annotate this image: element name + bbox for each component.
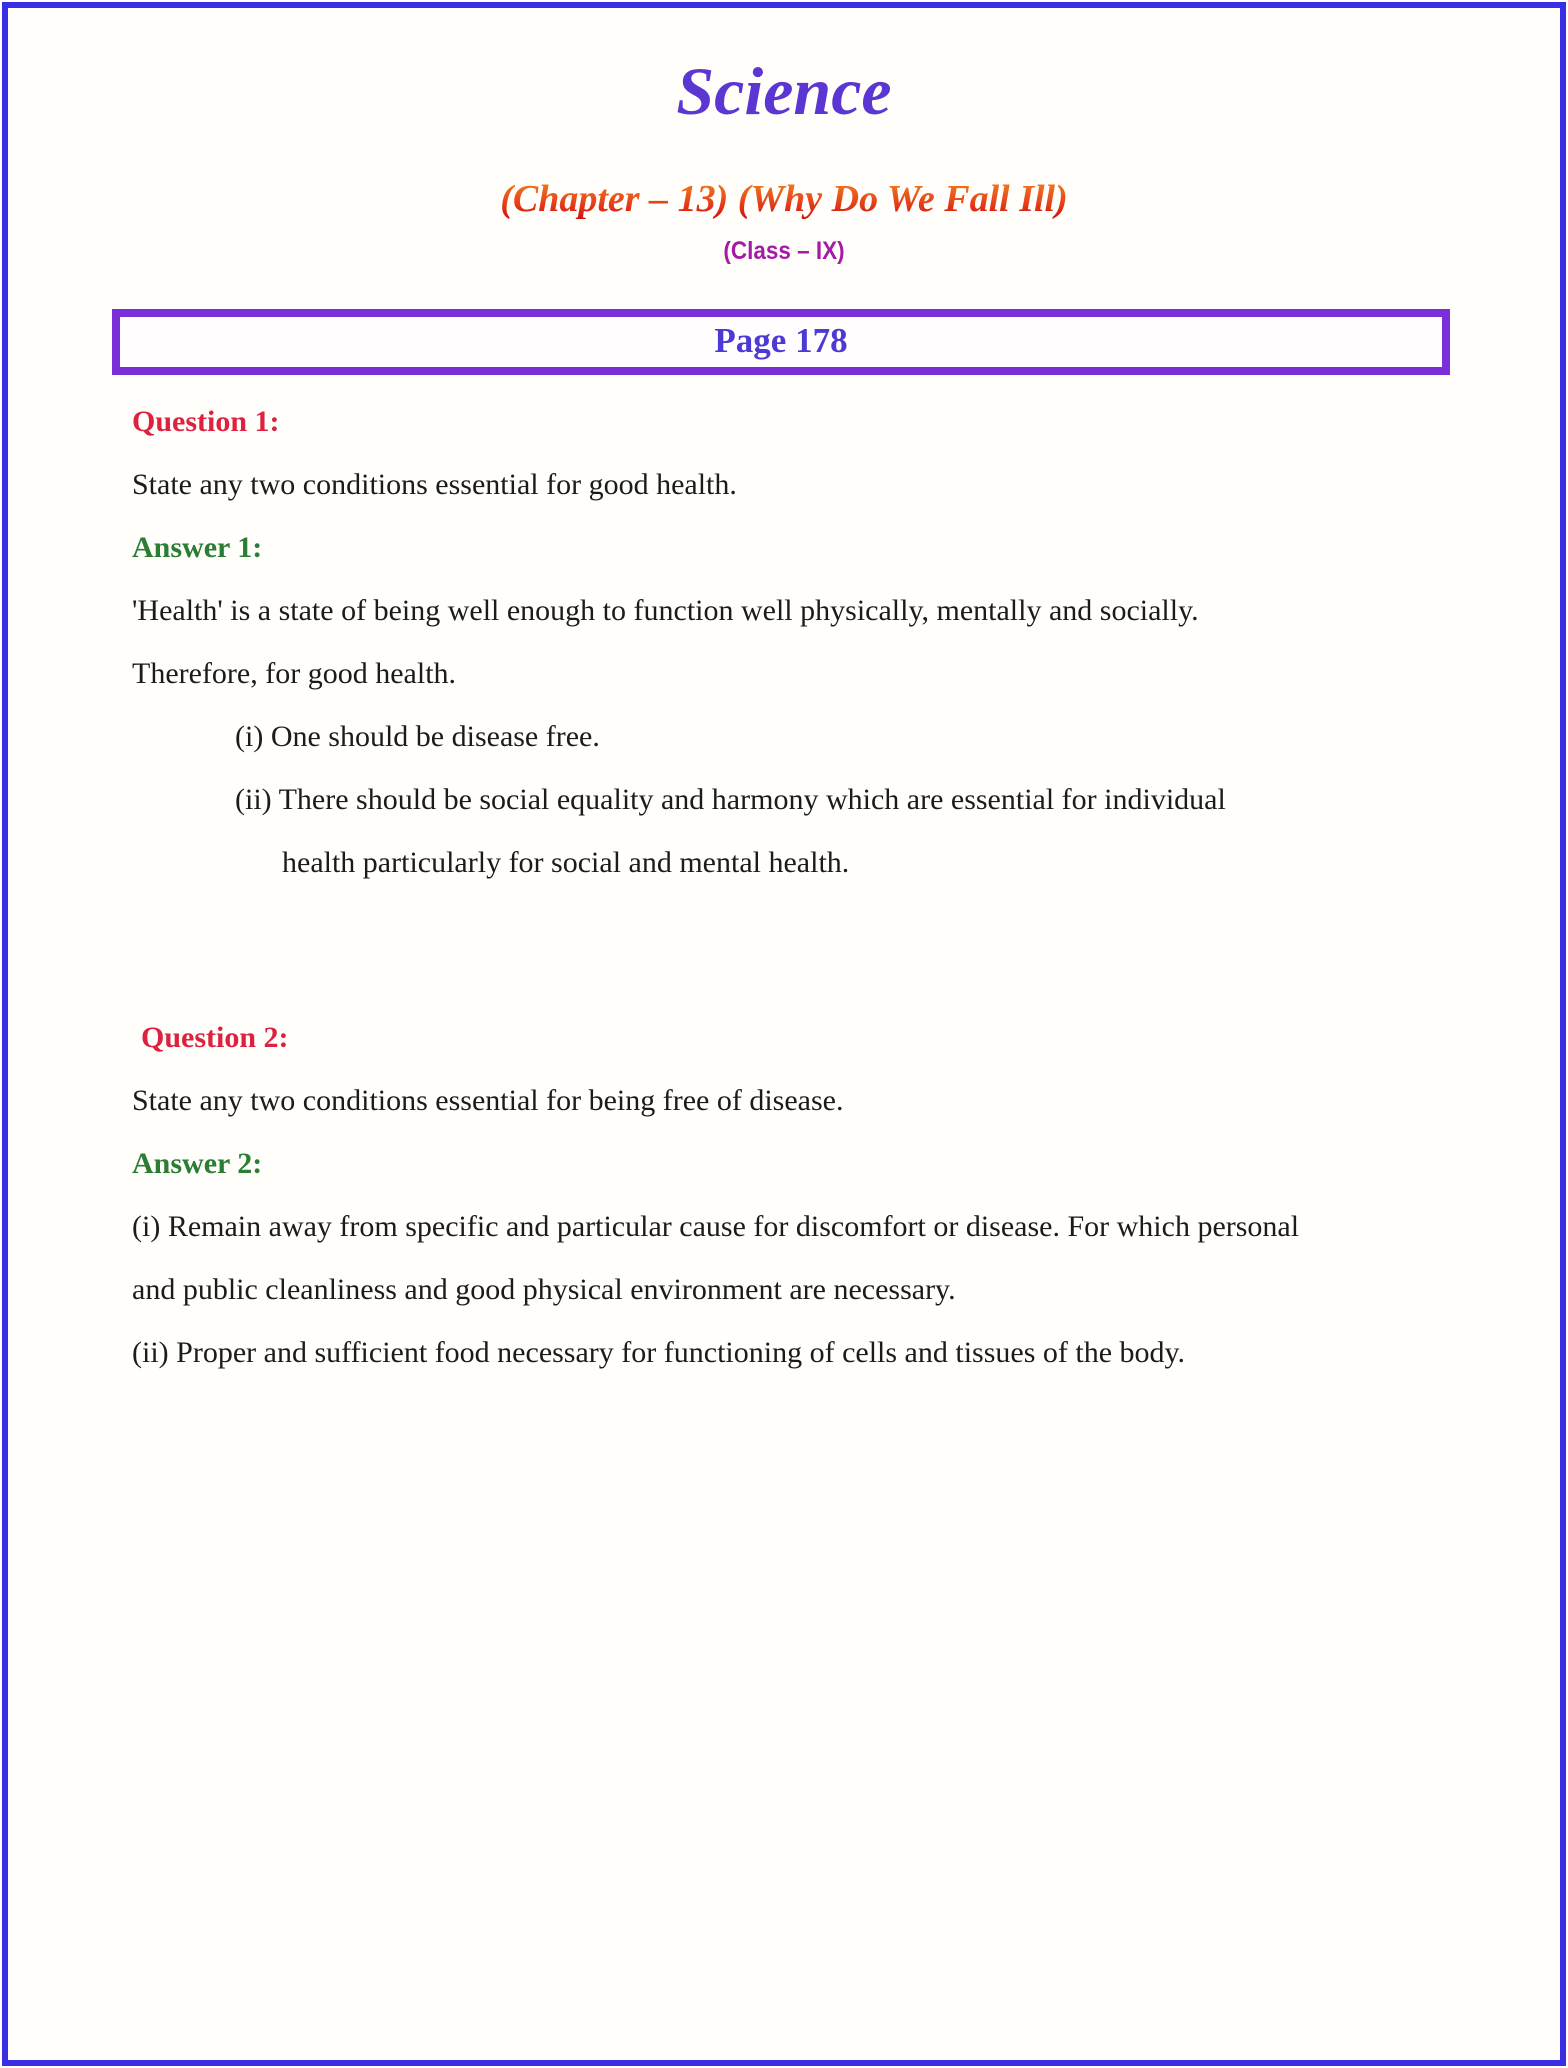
answer-2-line: (ii) Proper and sufficient food necessary for functioning of cells and tissues of the body.	[132, 1336, 1186, 1369]
answer-1-item: (i) One should be disease free.	[235, 720, 600, 753]
page-banner	[112, 309, 1450, 375]
qa-content	[132, 390, 1500, 1384]
answer-1-line: Therefore, for good health.	[132, 657, 457, 690]
question-1-label: Question 1:	[132, 405, 280, 438]
class-line: (Class – IX)	[723, 237, 845, 265]
chapter-subtitle: (Chapter – 13) (Why Do We Fall Ill)	[8, 176, 1560, 222]
answer-1-label: Answer 1:	[132, 531, 263, 564]
question-2-label: Question 2:	[141, 1021, 289, 1054]
document-page	[2, 2, 1566, 2066]
question-2-text: State any two conditions essential for being free of disease.	[132, 1084, 844, 1117]
answer-2-line: (i) Remain away from specific and particular cause for discomfort or disease. For which personal	[132, 1210, 1300, 1243]
answer-2-label: Answer 2:	[132, 1147, 263, 1180]
question-1-text: State any two conditions essential for good health.	[132, 468, 737, 501]
answer-1-item-continuation: health particularly for social and mental health.	[282, 846, 850, 879]
answer-1-item: (ii) There should be social equality and harmony which are essential for individual	[235, 783, 1226, 816]
answer-2-line: and public cleanliness and good physical environment are necessary.	[132, 1273, 956, 1306]
page-banner-label: Page 178	[714, 321, 848, 360]
answer-1-line: 'Health' is a state of being well enough to function well physically, mentally and socially.	[132, 594, 1199, 627]
page-title: Science	[676, 53, 892, 129]
